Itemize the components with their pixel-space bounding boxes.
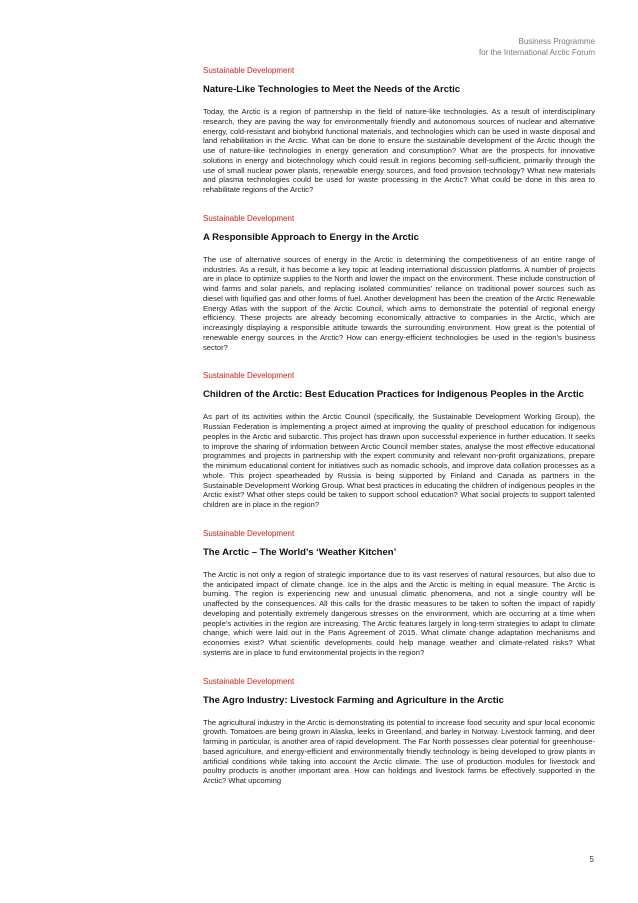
section-category: Sustainable Development [203,213,295,223]
section-category: Sustainable Development [203,371,295,381]
section-title: The Agro Industry: Livestock Farming and Agriculture in the Arctic [203,694,504,706]
section-body: The Arctic is not only a region of strategic importance due to its vast reserves of natural resources, but also due to the anticipated impact of climate change. Ice in the alps and the Arctic is melting in equal measure. The Arctic is burning. The region is experiencing new and unusual climatic phenomena, and not a single country will be unaffected by the consequences. All this calls for the drastic measures to be taken to soften the impact of rapidly developing and potentially extremely dangerous stresses on the environment, which are occurring at a time when people’s activities in the region are increasing. The Arctic features largely in long-term strategies to adapt to climate change, which were laid out in the Paris Agreement of 2015. What climate change adaptation mechanisms and economies exist? What scientific developments could help manage weather and climate-related risks? What systems are in place to fund environmental projects in the region? [203,569,595,657]
session-section [203,529,595,658]
session-section [203,677,595,786]
section-body: The agricultural industry in the Arctic is demonstrating its potential to increase food security and spur local economic growth. Tomatoes are being grown in Alaska, leeks in Greenland, and barley in Norway. Livestock farming, and deer farming in particular, is another area of rapid development. The Far North possesses clear potential for greenhouse-based agriculture, and energy-efficient and environmentally friendly technology is being developed to grow plants in artificial conditions while taking into account the Arctic climate. The use of production modules for livestock and poultry products is another important area. How can holdings and livestock farms be effectively supported in the Arctic? What upcoming [203,717,595,785]
section-category: Sustainable Development [203,66,295,75]
section-body: Today, the Arctic is a region of partnership in the field of nature-like technologies. As a result of interdisciplinary research, they are paving the way for environmentally friendly and autonomous sources of nuclear and alternative energy, cold-resistant and biohybrid functional materials, and technologies which can be used in waste disposal and land rehabilitation in the Arctic. What can be done to ensure the sustainable development of the Arctic though the use of nature-like technologies in energy generation and consumption? What are the prospects for innovative solutions in energy and biotechnology which could result in regions becoming self-sufficient, primarily through the use of small nuclear power plants, renewable energy sources, and food provision technology? What new materials and plasma technologies could be used for waste processing in the Arctic? What could be done in this area to rehabilitate regions of the Arctic? [203,107,595,194]
session-section [203,371,595,510]
section-title: Nature-Like Technologies to Meet the Needs of the Arctic [203,84,461,95]
session-section [203,214,595,353]
section-category: Sustainable Development [203,676,295,686]
page-number: 5 [589,855,594,864]
section-title: Children of the Arctic: Best Education Practices for Indigenous Peoples in the Arctic [203,389,584,401]
section-title: A Responsible Approach to Energy in the Arctic [203,231,419,243]
section-body: As part of its activities within the Arctic Council (specifically, the Sustainable Development Working Group), the Russian Federation is implementing a project aimed at improving the quality of preschool education for indigenous peoples in the Arctic and subarctic. This project has drawn upon successful experience in further education. It seeks to improve the sharing of information between Arctic Council member states, analyse the most effective educational programmes and projects in partnership with the expert community and relevant non-profit organizations, prepare the minimum educational content for initiatives such as nomadic schools, and improve data collation processes as a whole. This project spearheaded by Russia is being supported by Finland and Canada as partners in the Sustainable Development Working Group. What best practices in educating the children of indigenous peoples in the Arctic exist? What other steps could be taken to support school education? What social projects to support talented children are in place in the region? [203,412,595,509]
header-forum-name: for the International Arctic Forum [478,48,595,57]
section-category: Sustainable Development [203,528,295,538]
header-programme-title: Business Programme [518,37,595,46]
document-content [203,66,595,805]
page-header [479,36,595,58]
section-title: The Arctic – The World’s ‘Weather Kitchen’ [203,546,397,558]
section-body: The use of alternative sources of energy in the Arctic is determining the competitiveness of an entire range of industries. As a result, it has become a key topic at leading international discussion platforms. A number of projects are in place to optimize supplies to the North and lower the impact on the environment. These include construction of wind farms and solar panels, and replacing isolated communities’ reliance on traditional power sources such as diesel with liquified gas and other forms of fuel. Another development has been the creation of the Arctic Renewable Energy Atlas with the support of the Arctic Council, which aims to demonstrate the potential of regional energy efficiency. These projects are already becoming economically attractive to companies in the Arctic, which are increasingly displaying a responsible attitude towards the surrounding environment. How great is the potential of renewable energy sources in the Arctic? How can energy-efficient technologies be used in the region’s business sector? [203,254,596,352]
session-section [203,66,595,195]
